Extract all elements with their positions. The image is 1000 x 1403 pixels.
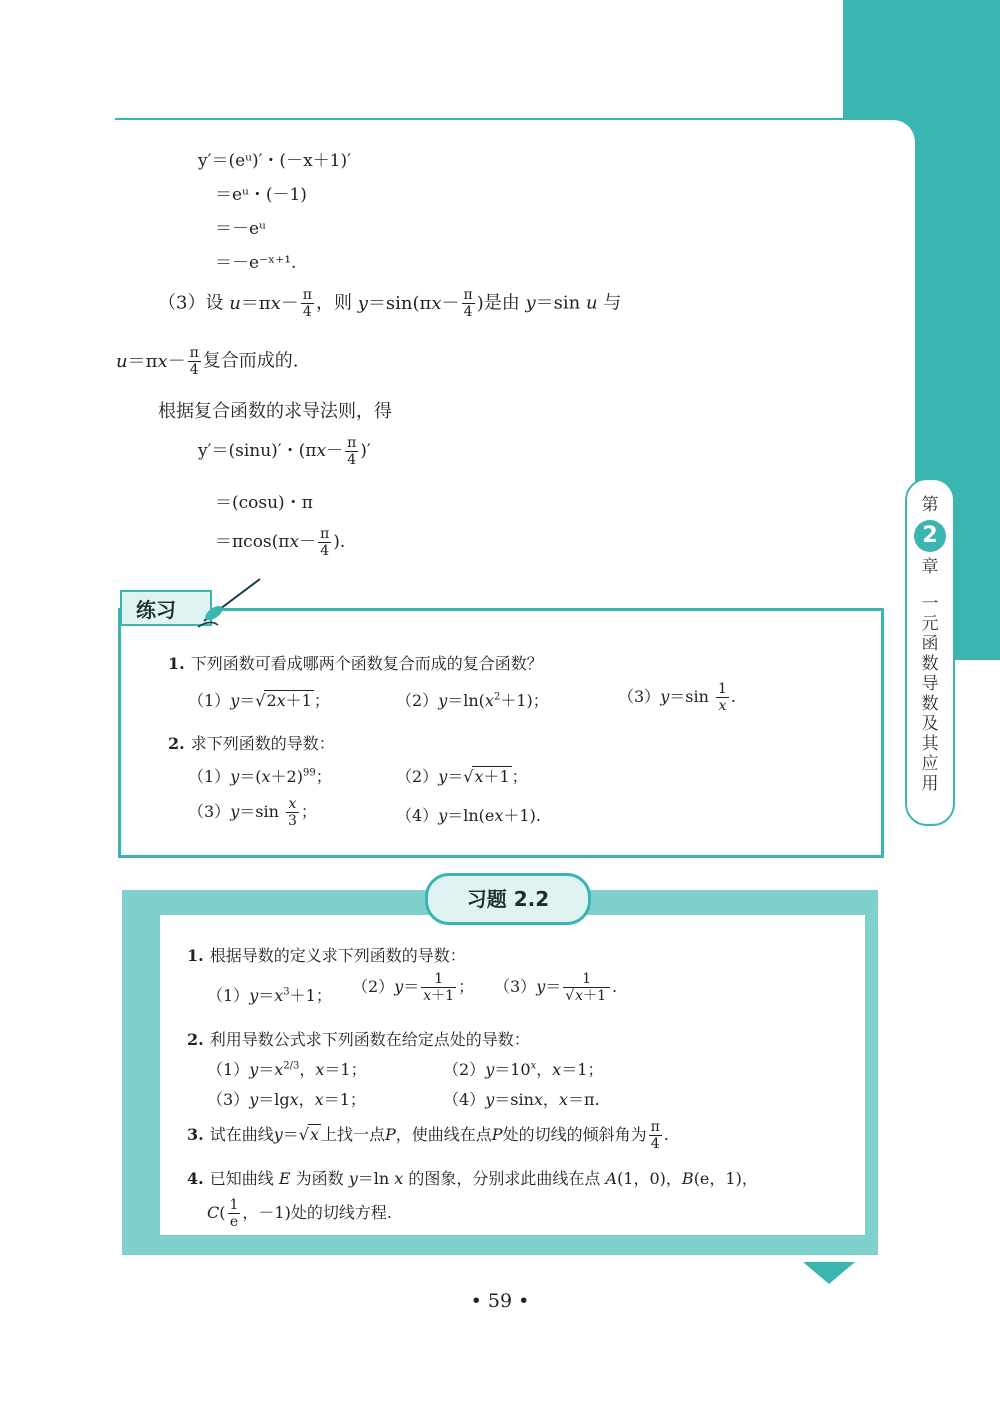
exercise-q1-item3: （3）y＝ $\frac{1}{√x+1}$ . xyxy=(494,971,618,1004)
derivation2-line3-prefix: ＝πcos xyxy=(215,532,272,552)
exercise-q2-item1: $(1)y=x^{2/3}$，x＝1； xyxy=(207,1060,367,1079)
practice-q2 xyxy=(168,731,335,754)
chapter-suffix: 章 xyxy=(921,557,939,577)
exercise-q1-num: 1. xyxy=(187,946,204,965)
practice-q2-text: 求下列函数的导数： xyxy=(190,734,335,753)
exercise-q4-end: 处的切线方程. xyxy=(290,1203,392,1222)
part3-end1: 是由 xyxy=(483,292,520,314)
derivation1-line3: ＝－eᵘ xyxy=(215,219,266,239)
practice-q1-num: 1. xyxy=(168,654,185,673)
part3-line2-end: 复合而成的. xyxy=(202,350,299,372)
down-arrow-icon xyxy=(803,1262,855,1284)
pen-icon xyxy=(196,575,266,635)
derivation1-line1: y′＝(eᵘ)′・(－x＋1)′ xyxy=(198,151,351,171)
chapter-prefix: 第 xyxy=(921,495,939,515)
part3-math3: y＝sin u xyxy=(525,292,598,314)
exercise-q1 xyxy=(187,943,466,966)
practice-q2-item1: $(1)y=(x+2)^{99}$； xyxy=(188,767,332,786)
chapter-tab[interactable] xyxy=(905,478,955,826)
derivation1-line2: ＝eᵘ・(－1) xyxy=(215,185,307,205)
exercise-q3-text: 试在曲线 xyxy=(209,1125,274,1144)
exercise-q3-text2: 上找一点 xyxy=(321,1125,386,1144)
exercise-q1-text: 根据导数的定义求下列函数的导数： xyxy=(209,946,466,965)
derivation2-line1-math: (πx－ $\frac{\pi}{4}$ )′ xyxy=(298,435,371,468)
exercise-q2-text: 利用导数公式求下列函数在给定点处的导数： xyxy=(209,1030,530,1049)
exercise-q2 xyxy=(187,1027,530,1050)
top-rule xyxy=(115,118,880,120)
practice-q2-num: 2. xyxy=(168,734,185,753)
derivation2-line3-math: (πx－ $\frac{\pi}{4}$ ). xyxy=(271,526,346,559)
derivation1-line4: ＝－e⁻ˣ⁺¹. xyxy=(215,253,297,273)
practice-q1 xyxy=(168,651,543,674)
practice-q1-text: 下列函数可看成哪两个函数复合而成的复合函数？ xyxy=(190,654,543,673)
practice-q2-item3: （3）y＝sin $\frac{x}{3}$ ； xyxy=(188,796,317,829)
part3-line1 xyxy=(158,288,621,319)
exercise-q4-text: 已知曲线 xyxy=(209,1169,274,1188)
part3-math1: u＝πx－ $\frac{\pi}{4}$ xyxy=(229,287,312,320)
exercise-q4-text3: 的图象，分别求此曲线在点 xyxy=(408,1169,601,1188)
practice-q2-item4: （4）y＝ln(ex＋1). xyxy=(396,806,541,825)
practice-label: 练习 xyxy=(120,590,212,626)
exercise-q2-item3: （3）y＝lgx，x＝1； xyxy=(207,1090,366,1109)
exercise-title: 习题 2.2 xyxy=(425,873,591,925)
derivation2-line3 xyxy=(215,527,345,558)
practice-q1-item2: $(2)y=\ln(x^2+1)$； xyxy=(396,691,549,710)
practice-q2-item2: （2）y＝√x＋1 ； xyxy=(396,767,528,786)
part3-math2: y＝sin(πx－ $\frac{\pi}{4}$ ) xyxy=(357,287,484,320)
part3-line2 xyxy=(116,346,299,377)
exercise-q2-item2: $(2)y=10^x$，x＝1； xyxy=(443,1060,604,1079)
exercise-q3: 3. 试在曲线y＝√x 上找一点P，使曲线在点P处的切线的倾斜角为 $\frac{\pi}{4}$ . xyxy=(187,1119,669,1152)
exercise-q3-text3: ，使曲线在点 xyxy=(395,1125,492,1144)
derivation2-line1 xyxy=(198,436,371,467)
exercise-q4-num: 4. xyxy=(187,1169,204,1188)
derivation2-line1-prefix: y′＝(sinu)′・ xyxy=(198,441,299,461)
rule-text: 根据复合函数的求导法则，得 xyxy=(158,401,392,422)
chapter-title: 一元函数导数及其应用 xyxy=(921,594,939,794)
exercise-q1-item2: （2）y＝ $\frac{1}{x+1}$ ； xyxy=(352,971,475,1004)
exercise-q4: 4. 已知曲线 E 为函数 y＝ln x 的图象，分别求此曲线在点 A(1，0)，B(e，1)， xyxy=(187,1169,758,1188)
part3-label: （3）设 xyxy=(158,292,224,314)
exercise-q4-line2: C( $\frac{1}{e}$ ，－1)处的切线方程. xyxy=(207,1197,392,1230)
exercise-q3-num: 3. xyxy=(187,1125,204,1144)
practice-q1-item3: （3）y＝sin $\frac{1}{x}$ . xyxy=(618,681,736,714)
part3-end2: 与 xyxy=(603,292,622,314)
practice-q1-item1: （1）y＝√2x＋1 ； xyxy=(188,691,330,710)
page-number: • 59 • xyxy=(470,1290,530,1312)
part3-mid: ，则 xyxy=(315,292,352,314)
exercise-q2-num: 2. xyxy=(187,1030,204,1049)
part3-math4: u＝πx－ $\frac{\pi}{4}$ xyxy=(116,345,199,378)
exercise-q2-item4: （4）y＝sinx，x＝π. xyxy=(443,1090,600,1109)
derivation2-line2: ＝(cosu)・π xyxy=(215,493,313,513)
exercise-q3-text4: 处的切线的倾斜角为 xyxy=(502,1125,647,1144)
exercise-q4-text2: 为函数 xyxy=(295,1169,344,1188)
chapter-number: 2 xyxy=(914,520,946,552)
exercise-q1-item1: $(1)y=x^3+1$； xyxy=(207,986,332,1005)
